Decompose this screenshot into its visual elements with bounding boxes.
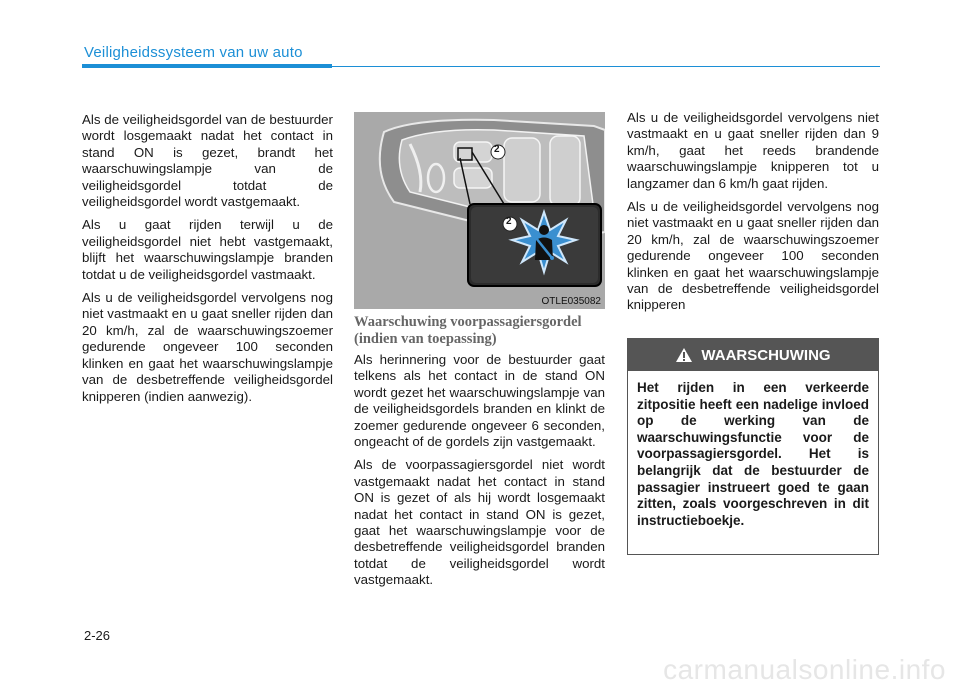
header-rule-thin (332, 66, 880, 67)
column-left (82, 112, 333, 412)
column-right (627, 110, 879, 321)
watermark: carmanualsonline.info (663, 654, 946, 685)
warning-box (627, 338, 879, 555)
warning-body: Het rijden in een verkeerde zitpositie heeft een nadelige invloed op de werking van de waarschuwingsfunctie voor de voorpassagiersgordel. Het is belangrijk dat de bestuurder de passagier instrueert goed te gaan zitten, zoals voorgeschreven in dit instructieboekje. (637, 380, 869, 528)
subheading-passenger-belt: Waarschuwing voorpassagiersgordel (indien van toepassing) (354, 314, 582, 347)
figure-code: OTLE035082 (541, 296, 601, 307)
page-number: 2-26 (84, 628, 111, 643)
paragraph: Als u de veiligheidsgordel vervolgens nog niet vastmaakt en u gaat sneller rijden dan 20 km/h, zal de waarschuwingszoemer gedurende ongeveer 100 seconden klinken en gaat het waarschuwingslampje van de desbetreffende veiligheidsgordel knipperen (627, 199, 879, 313)
seatbelt-warning-illustration (354, 112, 605, 309)
warning-title: WAARSCHUWING (701, 346, 831, 364)
car-interior-drawing (354, 112, 605, 309)
warning-header (628, 339, 878, 371)
figure-marker-1: 2 (494, 144, 500, 155)
paragraph: Als u de veiligheidsgordel vervolgens nog niet vastmaakt en u gaat sneller rijden dan 20 km/h, zal de waarschuwingszoemer gedurende ongeveer 100 seconden klinken en gaat het waarschuwingslampje van de desbetreffende veiligheidsgordel knipperen (indien aanwezig). (82, 290, 333, 404)
paragraph: Als de voorpassagiersgordel niet wordt vastgemaakt nadat het contact in stand ON is gezet of als hij wordt losgemaakt nadat het contact in stand ON is gezet, gaat het waarschuwingslampje voor de desbetreffende veiligheidsgordel branden totdat de veiligheidsgordel wordt vastgemaakt. (354, 457, 605, 588)
warning-triangle-icon (675, 347, 693, 363)
section-header-title: Veiligheidssysteem van uw auto (84, 44, 303, 61)
header-rule-thick (82, 64, 332, 68)
paragraph: Als de veiligheidsgordel van de bestuurder wordt losgemaakt nadat het contact in stand ON is gezet, brandt het waarschuwingslampje van de veiligheidsgordel totdat de veiligheidsgordel wordt vastgemaakt. (82, 112, 333, 210)
paragraph: Als herinnering voor de bestuurder gaat telkens als het contact in de stand ON wordt gezet het waarschuwingslampje van de veiligheidsgordels branden en klinkt de zoemer gedurende ongeveer 6 seconden, ongeacht of de gordels zijn vastgemaakt. (354, 352, 605, 450)
figure-marker-2: 2 (506, 216, 512, 227)
paragraph: Als u gaat rijden terwijl u de veiligheidsgordel niet hebt vastgemaakt, blijft het waarschuwingslampje branden totdat u de veiligheidsgordel vastmaakt. (82, 217, 333, 282)
column-middle (354, 352, 605, 596)
paragraph: Als u de veiligheidsgordel vervolgens niet vastmaakt en u gaat sneller rijden dan 9 km/h, gaat het reeds brandende waarschuwingslampje knipperen tot u langzamer dan 6 km/h gaat rijden. (627, 110, 879, 191)
